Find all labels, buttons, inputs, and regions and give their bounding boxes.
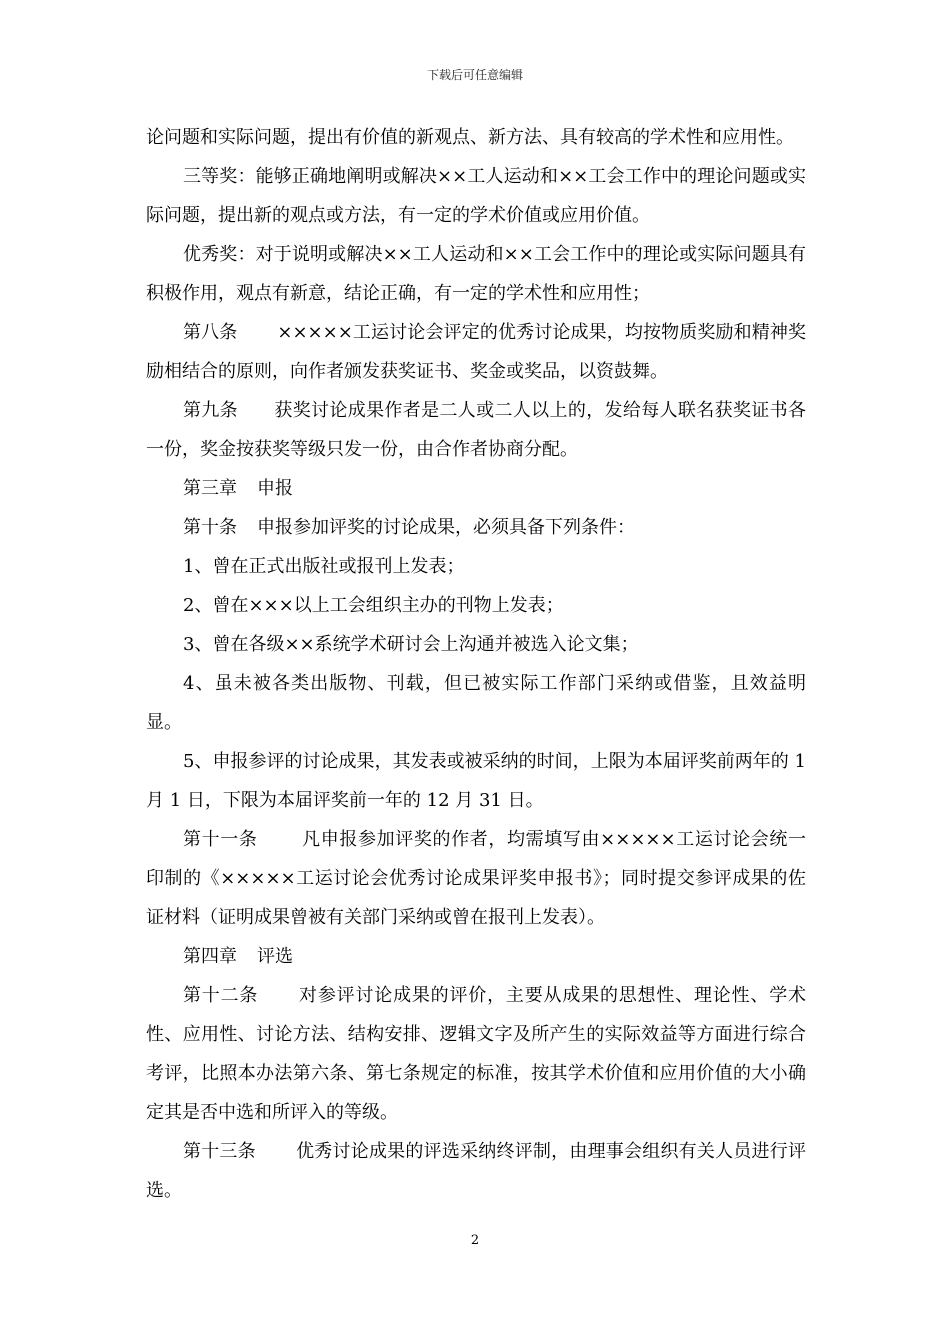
article-text: ×××××工运讨论会评定的优秀讨论成果，均按物质奖励和精神奖励相结合的原则，向作者颁发获奖证书、奖金或奖品，以资鼓舞。: [146, 322, 806, 382]
chapter-title: 申报: [257, 478, 293, 499]
page-number: 2: [470, 1233, 480, 1248]
article-label: 第十二条: [183, 985, 259, 1006]
list-item-3: [146, 625, 806, 664]
article-9: [146, 391, 806, 469]
paragraph-text: 论问题和实际问题，提出有价值的新观点、新方法、具有较高的学术性和应用性。: [146, 127, 794, 148]
paragraph-text: 优秀奖：对于说明或解决××工人运动和××工会工作中的理论或实际问题具有积极作用，观点有新意，结论正确，有一定的学术性和应用性；: [146, 244, 806, 304]
list-item-text: 5、申报参评的讨论成果，其发表或被采纳的时间，上限为本届评奖前两年的 1 月 1 日，下限为本届评奖前一年的 12 月 31 日。: [146, 751, 806, 811]
article-8: [146, 313, 806, 391]
document-body: [146, 118, 806, 1210]
chapter-3-heading: [146, 469, 806, 508]
article-text: 凡申报参加评奖的作者，均需填写由×××××工运讨论会统一印制的《×××××工运讨论会优秀讨论成果评奖申报书》；同时提交参评成果的佐证材料（证明成果曾被有关部门采纳或曾在报刊上发表）。: [146, 829, 806, 928]
chapter-title: 评选: [257, 946, 293, 967]
paragraph-continuation: [146, 118, 806, 157]
article-13: [146, 1132, 806, 1210]
chapter-label: 第三章: [183, 478, 237, 499]
list-item-text: 4、虽未被各类出版物、刊载，但已被实际工作部门采纳或借鉴，且效益明显。: [146, 673, 806, 733]
list-item-text: 3、曾在各级××系统学术研讨会上沟通并被选入论文集；: [183, 634, 639, 655]
list-item-text: 2、曾在×××以上工会组织主办的刊物上发表；: [183, 595, 564, 616]
article-text: 对参评讨论成果的评价，主要从成果的思想性、理论性、学术性、应用性、讨论方法、结构安排、逻辑文字及所产生的实际效益等方面进行综合考评，比照本办法第六条、第七条规定的标准，按其学术价值和应用价值的大小确定其是否中选和所评入的等级。: [146, 985, 807, 1123]
chapter-4-heading: [146, 937, 806, 976]
article-11: [146, 820, 806, 937]
paragraph-excellence-prize: [146, 235, 806, 313]
list-item-4: [146, 664, 806, 742]
article-label: 第八条: [183, 322, 238, 343]
list-item-text: 1、曾在正式出版社或报刊上发表；: [183, 556, 465, 577]
article-label: 第十三条: [183, 1141, 256, 1162]
article-text: 申报参加评奖的讨论成果，必须具备下列条件：: [257, 517, 635, 538]
paragraph-third-prize: [146, 157, 806, 235]
article-label: 第九条: [183, 400, 239, 421]
list-item-2: [146, 586, 806, 625]
article-label: 第十条: [183, 517, 237, 538]
page-header: 下载后可任意编辑: [426, 68, 523, 82]
article-12: [146, 976, 806, 1132]
article-text: 获奖讨论成果作者是二人或二人以上的，发给每人联名获奖证书各一份，奖金按获奖等级只发一份，由合作者协商分配。: [146, 400, 806, 460]
list-item-1: [146, 547, 806, 586]
chapter-label: 第四章: [183, 946, 237, 967]
paragraph-text: 三等奖：能够正确地阐明或解决××工人运动和××工会工作中的理论问题或实际问题，提出新的观点或方法，有一定的学术价值或应用价值。: [146, 166, 806, 226]
list-item-5: [146, 742, 806, 820]
article-text: 优秀讨论成果的评选采纳终评制，由理事会组织有关人员进行评选。: [146, 1141, 806, 1201]
article-label: 第十一条: [183, 829, 258, 850]
article-10: [146, 508, 806, 547]
